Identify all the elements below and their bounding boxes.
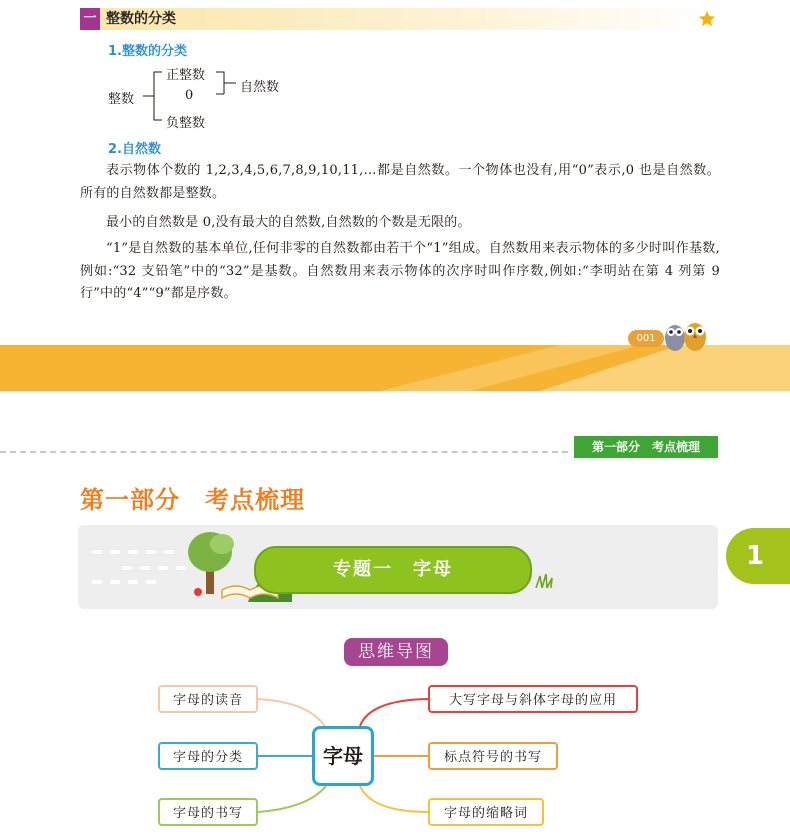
mindmap-node-categories: 字母的分类: [158, 742, 258, 770]
section-title: 整数的分类: [106, 11, 176, 27]
tree-negative-integer: 负整数: [166, 116, 206, 131]
page-number: 001: [628, 330, 664, 347]
mindmap-center: 字母: [312, 726, 374, 786]
chapter-tab: 1: [726, 528, 790, 584]
section-number: 一: [80, 8, 100, 30]
tree-natural-number: 自然数: [240, 80, 280, 95]
subheading-natural-numbers: 2.自然数: [108, 142, 161, 157]
mindmap-node-capital-italic: 大写字母与斜体字母的应用: [428, 685, 638, 713]
paragraph-3: “1”是自然数的基本单位,任何非零的自然数都由若干个“1”组成。自然数用来表示物体的多少时叫作基数,例如:“32 支铅笔”中的“32”是基数。自然数用来表示物体的次序时叫作序数,例如:“李明站在第 4 列第 9 行”中的“4”“9”都是序数。: [80, 241, 720, 301]
part-badge: 第一部分 考点梳理: [574, 436, 718, 458]
tree-zero: 0: [185, 88, 194, 103]
tree-root-integer: 整数: [108, 92, 135, 107]
mindmap-node-reading: 字母的读音: [158, 685, 258, 713]
mindmap-title: 思维导图: [344, 638, 448, 666]
mindmap-node-punctuation: 标点符号的书写: [428, 742, 558, 770]
paragraph-1: 表示物体个数的 1,2,3,4,5,6,7,8,9,10,11,…都是自然数。一个物体也没有,用“0”表示,0 也是自然数。所有的自然数都是整数。: [80, 163, 720, 201]
part-title: 第一部分 考点梳理: [80, 486, 305, 514]
subheading-integer-classification: 1.整数的分类: [108, 44, 187, 59]
mindmap-node-writing: 字母的书写: [158, 798, 258, 826]
tree-positive-integer: 正整数: [166, 68, 206, 83]
mindmap-node-abbreviations: 字母的缩略词: [428, 798, 544, 826]
topic-title: 专题一 字母: [333, 559, 453, 580]
paragraph-2: 最小的自然数是 0,没有最大的自然数,自然数的个数是无限的。: [106, 215, 471, 230]
